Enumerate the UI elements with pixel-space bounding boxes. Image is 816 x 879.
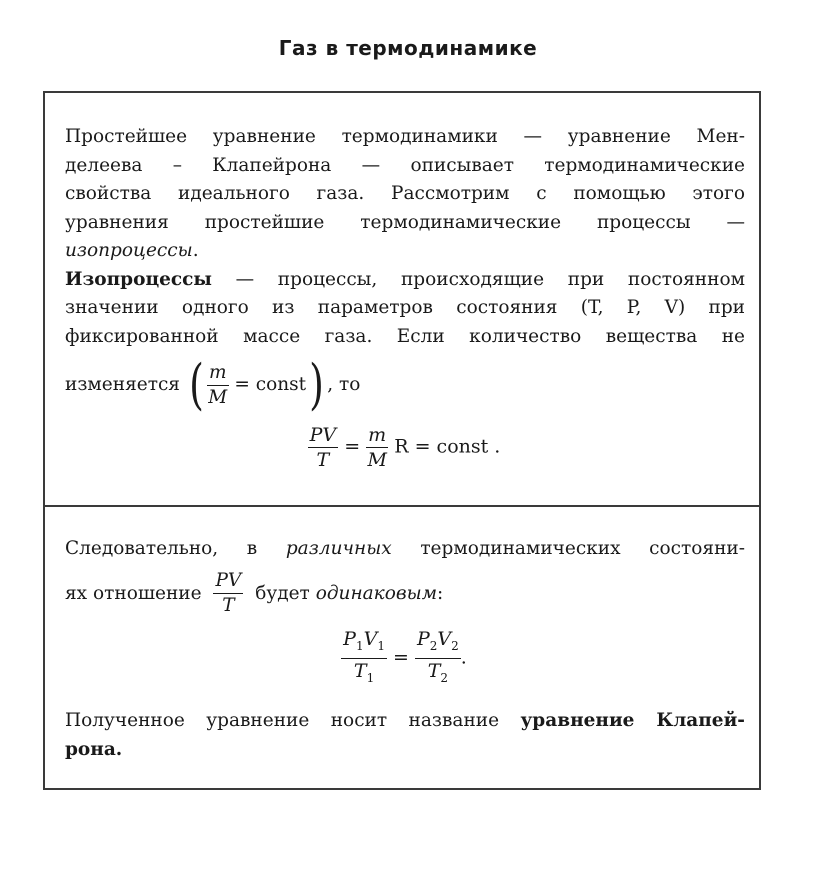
equals-sign: =	[344, 435, 361, 458]
text-part: ях отношение	[65, 582, 202, 604]
period: .	[192, 240, 199, 261]
italic-same: одинаковым	[315, 582, 438, 604]
text-line: уравнения простейшие термодинамические процессы —	[65, 211, 745, 233]
symbol-v: V	[363, 628, 378, 650]
text-line: Простейшее уравнение термодинамики — уравнение Мен-	[65, 126, 745, 147]
formula-pv-over-t	[45, 423, 763, 472]
text-part: Следовательно, в	[65, 538, 286, 559]
content-block-clapeyron	[43, 505, 761, 790]
p1v1-over-t1-fraction	[341, 627, 387, 690]
fraction-denominator	[415, 659, 461, 690]
fraction-denominator: M	[367, 449, 387, 471]
symbol-p: P	[416, 628, 430, 650]
intro-paragraph	[65, 123, 745, 419]
text-line	[65, 535, 745, 564]
fraction-denominator	[341, 659, 387, 690]
colon: :	[437, 582, 444, 604]
m-over-m-fraction	[366, 423, 388, 472]
definition-text: — процессы, происходящие при постоянном	[211, 268, 745, 290]
subscript-2: 2	[451, 638, 459, 653]
symbol-v: V	[437, 628, 452, 650]
changes-text: изменяется	[65, 374, 180, 395]
text-line	[65, 736, 745, 765]
formula-clapeyron	[45, 627, 763, 690]
subscript-1: 1	[377, 638, 385, 653]
formula-tail: R = const .	[394, 435, 501, 458]
fraction-numerator	[415, 627, 461, 659]
open-paren: (	[189, 353, 204, 416]
clapeyron-equation-term: уравнение Клапей-	[520, 710, 745, 731]
text-line	[65, 237, 745, 266]
subscript-2: 2	[440, 670, 449, 685]
equals-const: = const	[234, 374, 307, 395]
fraction-numerator: m	[368, 424, 387, 446]
consequence-paragraph	[65, 535, 745, 624]
pv-over-t-fraction	[213, 569, 243, 618]
text-part: будет	[255, 582, 310, 604]
symbol-p: P	[343, 628, 356, 650]
result-paragraph	[65, 707, 745, 764]
fraction-numerator	[341, 627, 387, 659]
text-line	[65, 266, 745, 295]
symbol-t: T	[427, 659, 441, 682]
fraction-denominator: M	[208, 386, 228, 408]
text-part: термодинамических состояни-	[391, 538, 745, 559]
fraction-denominator: T	[316, 449, 330, 471]
fraction-numerator: m	[207, 361, 229, 386]
subscript-2: 2	[429, 638, 438, 653]
text-line-with-fraction	[65, 564, 745, 624]
mass-fraction	[207, 361, 229, 410]
text-line: фиксированной массе газа. Если количество вещества не	[65, 325, 745, 347]
symbol-t: T	[353, 659, 367, 682]
isoprocesses-term: изопроцессы	[65, 240, 193, 261]
p2v2-over-t2-fraction	[415, 627, 461, 690]
text-line-with-fraction	[65, 351, 745, 419]
clapeyron-equation-term-end: рона.	[65, 738, 123, 760]
fraction-numerator: PV	[309, 424, 337, 446]
italic-different: различных	[285, 538, 392, 559]
subscript-1: 1	[355, 638, 364, 653]
pv-fraction	[308, 423, 339, 472]
subscript-1: 1	[366, 670, 375, 685]
text-line: делеева – Клапейрона — описывает термодинамические	[65, 154, 745, 176]
then-text: , то	[327, 374, 361, 395]
text-part: Полученное уравнение носит название	[65, 710, 521, 731]
text-line: свойства идеального газа. Рассмотрим с помощью этого	[65, 183, 745, 204]
fraction-denominator: T	[222, 595, 235, 616]
isoprocesses-definition-term: Изопроцессы	[65, 268, 212, 290]
close-paren: )	[309, 353, 325, 416]
page-title: Газ в термодинамике	[278, 36, 538, 60]
equals-sign: =	[393, 646, 409, 669]
fraction-numerator: PV	[213, 569, 243, 594]
text-line	[65, 707, 745, 736]
text-line: значении одного из параметров состояния (T, P, V) при	[65, 297, 745, 318]
content-block-mendeleev-clapeyron	[43, 91, 761, 507]
period: .	[460, 646, 467, 669]
